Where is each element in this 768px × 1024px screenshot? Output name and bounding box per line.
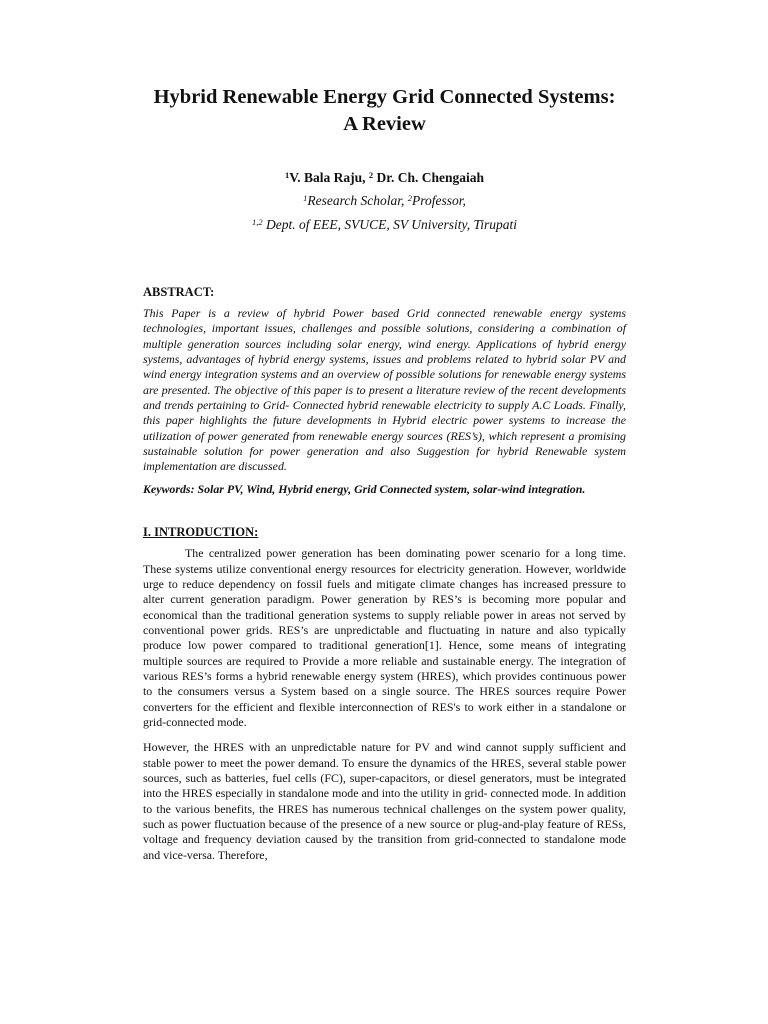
role-1: Research Scholar, [307, 193, 408, 208]
abstract-heading: ABSTRACT: [143, 285, 215, 299]
title-line-1: Hybrid Renewable Energy Grid Connected Systems: [153, 86, 616, 108]
introduction-paragraph-2: However, the HRES with an unpredictable nature for PV and wind cannot supply sufficient and stable power to meet the power demand. To ensure the dynamics of the HRES, several stable power sources, such as batteries, fuel cells (FC), super-capacitors, or diesel generators, must be integrated into the HRES especially in standalone mode and into the utility in grid- connected mode. In addition to the various benefits, the HRES has numerous technical challenges on the system power quality, such as power fluctuation because of the presence of a new source or plug-and-play feature of RESs, voltage and frequency deviation caused by the transition from grid-connected to standalone mode and vice-versa. Therefore, [143, 740, 626, 862]
author-2: Dr. Ch. Chengaiah [373, 170, 485, 185]
author1-superscript: 1 [284, 170, 290, 180]
title-line-2: A Review [343, 113, 426, 135]
keywords: Keywords: Solar PV, Wind, Hybrid energy, Grid Connected system, solar-wind integration. [143, 481, 586, 496]
affiliation-text: Dept. of EEE, SVUCE, SV University, Tirupati [262, 217, 517, 232]
role1-superscript: 1 [303, 193, 308, 203]
introduction-heading: I. INTRODUCTION: [143, 525, 259, 540]
paper-content [143, 84, 626, 863]
author-roles [143, 192, 626, 210]
author-affiliation [143, 216, 626, 234]
abstract-body: This Paper is a review of hybrid Power based Grid connected renewable energy systems technologies, important issues, challenges and possible solutions, considering a combination of multiple generation sources including solar energy, wind energy. Applications of hybrid energy systems, advantages of hybrid energy systems, issues and problems related to hybrid solar PV and wind energy integration systems and an overview of possible solutions for renewable energy systems are presented. The objective of this paper is to present a literature review of the recent developments and trends pertaining to Grid- Connected hybrid renewable electricity to supply A.C Loads. Finally, this paper highlights the future developments in Hybrid electric power systems to increase the utilization of power generated from renewable energy sources (RES’s), which represent a promising sustainable solution for power generation and also Suggestion for hybrid Renewable system implementation are discussed. [143, 306, 626, 474]
introduction-paragraph-1: The centralized power generation has been dominating power scenario for a long time. These systems utilize conventional energy resources for electricity generation. However, worldwide urge to reduce dependency on fossil fuels and mitigate climate changes has increased pressure to alter current generation paradigm. Power generation by RES’s is becoming more popular and economical than the traditional generation systems to supply reliable power in areas not served by conventional power grids. RES’s are unpredictable and fluctuating in nature and also typically produce low power compared to traditional generation[1]. Hence, some means of integrating multiple sources are required to Provide a more reliable and sustainable energy. The integration of various RES’s forms a hybrid renewable energy system (HRES), which provides continuous power to the consumers versus a System based on a single source. The HRES sources require Power converters for the efficient and flexible interconnection of RES's to work either in a standalone or grid-connected mode. [143, 546, 626, 729]
author2-superscript: 2 [368, 170, 374, 180]
role-2: Professor, [411, 193, 466, 208]
role2-superscript: 2 [407, 193, 412, 203]
affiliation-superscript: 1,2 [252, 217, 263, 227]
author-1: V. Bala Raju, [289, 170, 369, 185]
author-list [143, 169, 626, 187]
paper-title [143, 84, 626, 138]
